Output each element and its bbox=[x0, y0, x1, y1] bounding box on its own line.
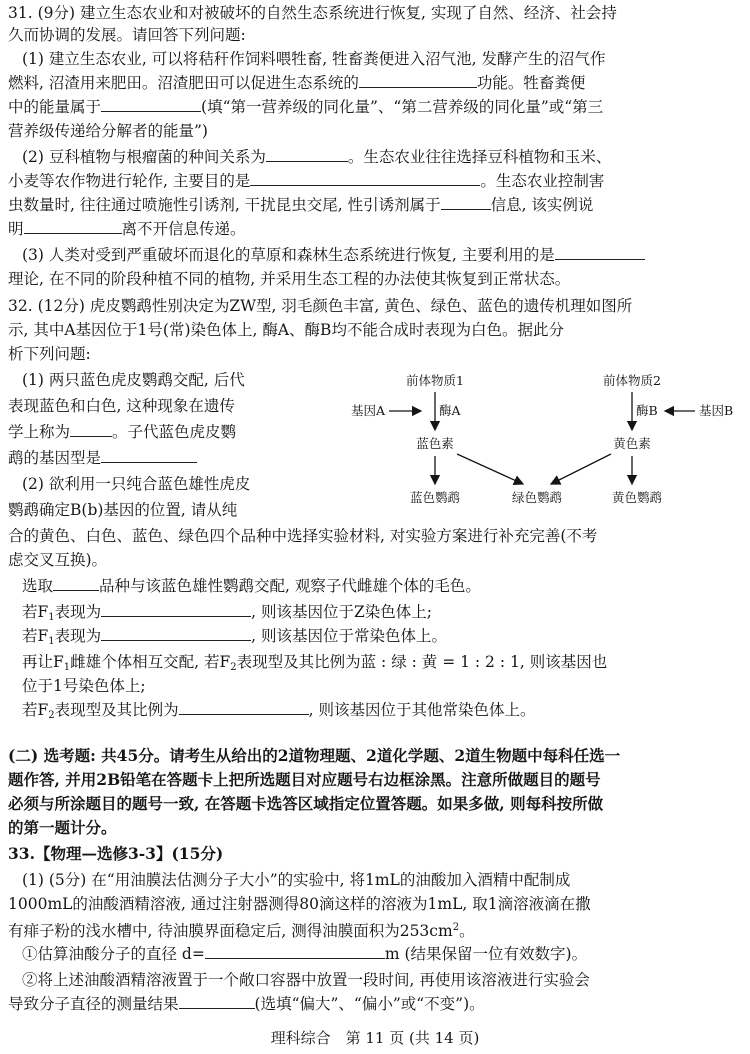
q32-left-1: (1) 两只蓝色虎皮鹦鹉交配, 后代 bbox=[22, 371, 245, 389]
q32-line-2: 示, 其中A基因位于1号(常)染色体上, 酶A、酶B均不能合成时表现为白色。据此分 bbox=[8, 321, 564, 339]
elective-line-2: 题作答, 并用2B铅笔在答题卡上把所选题目对应题号右边框涂黑。注意所做题目的题号 bbox=[8, 770, 601, 789]
answer-blank[interactable] bbox=[70, 420, 112, 437]
answer-blank[interactable] bbox=[101, 446, 197, 463]
q33-line-2: 1000mL的油酸酒精溶液, 通过注射器测得80滴这样的溶液为1mL, 取1滴溶液滴在撒 bbox=[8, 895, 591, 913]
q32-text: , 则该基因位于Z染色体上; bbox=[251, 603, 433, 621]
page-footer: 理科综合 第 11 页 (共 14 页) bbox=[270, 1029, 480, 1047]
q32-text: 鹉的基因型是 bbox=[8, 449, 102, 467]
enzyme-a-label: 酶A bbox=[439, 403, 461, 418]
answer-blank[interactable] bbox=[266, 145, 348, 162]
answer-blank[interactable] bbox=[101, 95, 201, 112]
q31-text: 明 bbox=[8, 220, 24, 238]
q31-text: 离不开信息传递。 bbox=[121, 220, 246, 238]
q33-line-3 bbox=[8, 916, 475, 943]
q31-line-10 bbox=[8, 217, 246, 241]
subscript: 1 bbox=[48, 636, 55, 647]
yellow-parrot-label: 黄色鹦鹉 bbox=[611, 490, 663, 505]
q32-line-16 bbox=[22, 698, 536, 728]
q32-text: 表现为 bbox=[54, 603, 102, 621]
subscript: 1 bbox=[48, 612, 55, 623]
q33-title: 33.【物理—选修3-3】(15分) bbox=[8, 844, 224, 863]
answer-blank[interactable] bbox=[441, 193, 491, 210]
blue-parrot-label: 蓝色鹦鹉 bbox=[409, 490, 461, 505]
pigment-pathway-diagram bbox=[345, 370, 745, 518]
q32-text: 再让F bbox=[22, 653, 64, 671]
elective-line-3: 必须与所涂题目的题号一致, 在答题卡选答区域指定位置答题。如果多做, 则每科按所做 bbox=[8, 794, 604, 813]
answer-blank[interactable] bbox=[359, 71, 477, 88]
arrow-blue-to-green-bird bbox=[457, 454, 523, 484]
q31-text: 。生态农业往往选择豆科植物和玉米、 bbox=[347, 148, 612, 166]
answer-blank[interactable] bbox=[250, 169, 480, 186]
arrow-yellow-to-green-bird bbox=[551, 454, 611, 484]
q32-line-3: 析下列问题: bbox=[8, 345, 91, 363]
q31-line-11 bbox=[22, 243, 645, 267]
answer-blank[interactable] bbox=[101, 624, 251, 641]
q31-text: 。生态农业控制害 bbox=[480, 172, 605, 190]
subscript: 2 bbox=[48, 710, 55, 721]
q32-line-9: 合的黄色、白色、蓝色、绿色四个品种中选择实验材料, 对实验方案进行补充完善(不考 bbox=[8, 527, 598, 545]
q31-line-4 bbox=[8, 71, 585, 95]
q33-text: m (结果保留一位有效数字)。 bbox=[384, 945, 588, 963]
q31-text: (2) 豆科植物与根瘤菌的种间关系为 bbox=[22, 148, 266, 166]
answer-blank[interactable] bbox=[205, 942, 385, 959]
q32-text: , 则该基因位于常染色体上。 bbox=[251, 627, 448, 645]
subscript: 2 bbox=[230, 662, 237, 673]
q32-text: 学上称为 bbox=[8, 423, 71, 441]
q32-left-5: (2) 欲利用一只纯合蓝色雄性虎皮 bbox=[22, 475, 251, 493]
q31-line-12: 理论, 在不同的阶段种植不同的植物, 并采用生态工程的办法使其恢复到正常状态。 bbox=[8, 270, 571, 288]
q31-text: 虫数量时, 往往通过喷施性引诱剂, 干扰昆虫交尾, 性引诱剂属于 bbox=[8, 196, 441, 214]
blue-pigment-label: 蓝色素 bbox=[416, 436, 454, 451]
q31-text: (填“第一营养级的同化量”、“第二营养级的同化量”或“第三 bbox=[201, 98, 604, 116]
answer-blank[interactable] bbox=[101, 600, 251, 617]
q32-line-1: 32. (12分) 虎皮鹦鹉性别决定为ZW型, 羽毛颜色丰富, 黄色、绿色、蓝色的遗传机理如图所 bbox=[8, 297, 633, 315]
q32-text: 品种与该蓝色雄性鹦鹉交配, 观察子代雌雄个体的毛色。 bbox=[99, 577, 481, 595]
q31-text: 中的能量属于 bbox=[8, 98, 102, 116]
green-parrot-label: 绿色鹦鹉 bbox=[511, 490, 563, 505]
superscript: 2 bbox=[452, 922, 460, 933]
q31-line-5 bbox=[8, 95, 603, 119]
answer-blank[interactable] bbox=[53, 574, 99, 591]
q32-text: 表现型及其比例为蓝 : 绿 : 黄 = 1 : 2 : 1, 则该基因也 bbox=[236, 653, 608, 671]
q31-text: 小麦等农作物进行轮作, 主要目的是 bbox=[8, 172, 251, 190]
q33-line-5: ②将上述油酸酒精溶液置于一个敞口容器中放置一段时间, 再使用该溶液进行实验会 bbox=[22, 971, 590, 989]
q32-line-10: 虑交叉互换)。 bbox=[8, 551, 108, 569]
q32-text: 表现为 bbox=[54, 627, 102, 645]
q32-left-2: 表现蓝色和白色, 这种现象在遗传 bbox=[8, 397, 235, 415]
q33-line-6 bbox=[8, 992, 485, 1016]
precursor-2-label: 前体物质2 bbox=[603, 373, 661, 388]
gene-a-label: 基因A bbox=[351, 403, 386, 418]
q31-line-3: (1) 建立生态农业, 可以将秸秆作饲料喂牲畜, 牲畜粪便进入沼气池, 发酵产生的沼气作 bbox=[22, 50, 606, 68]
q32-left-3 bbox=[8, 420, 236, 444]
yellow-pigment-label: 黄色素 bbox=[613, 436, 651, 451]
elective-line-1: (二) 选考题: 共45分。请考生从给出的2道物理题、2道化学题、2道生物题中每科任选一 bbox=[8, 746, 621, 765]
q32-text: 。子代蓝色虎皮鹦 bbox=[112, 423, 237, 441]
q32-text: 若F bbox=[22, 701, 49, 719]
q32-line-11 bbox=[22, 574, 481, 598]
precursor-1-label: 前体物质1 bbox=[406, 373, 464, 388]
q31-line-9 bbox=[8, 193, 593, 217]
q32-text: 雌雄个体相互交配, 若F bbox=[70, 653, 231, 671]
q32-text: , 则该基因位于其他常染色体上。 bbox=[308, 701, 536, 719]
elective-line-4: 的第一题计分。 bbox=[8, 818, 117, 837]
q33-text: 有痱子粉的浅水槽中, 待油膜界面稳定后, 测得油膜面积为253cm bbox=[8, 922, 453, 940]
q31-text: 信息, 该实例说 bbox=[490, 196, 594, 214]
q32-text: 若F bbox=[22, 627, 49, 645]
q31-line-8 bbox=[8, 169, 604, 193]
q31-line-7 bbox=[22, 145, 611, 169]
q31-text: (3) 人类对受到严重破坏而退化的草原和森林生态系统进行恢复, 主要利用的是 bbox=[22, 246, 555, 264]
q32-text: 选取 bbox=[22, 577, 54, 595]
gene-b-label: 基因B bbox=[699, 403, 734, 418]
q33-line-4 bbox=[22, 942, 587, 966]
q31-text: 燃料, 沼渣用来肥田。沼渣肥田可以促进生态系统的 bbox=[8, 74, 359, 92]
q32-text: 表现型及其比例为 bbox=[54, 701, 179, 719]
enzyme-b-label: 酶B bbox=[636, 403, 658, 418]
q33-text: 导致分子直径的测量结果 bbox=[8, 995, 179, 1013]
q32-text: 若F bbox=[22, 603, 49, 621]
q31-line-1: 31. (9分) 建立生态农业和对被破坏的自然生态系统进行恢复, 实现了自然、经济、社会持 bbox=[8, 4, 617, 22]
answer-blank[interactable] bbox=[555, 243, 645, 260]
answer-blank[interactable] bbox=[24, 217, 122, 234]
answer-blank[interactable] bbox=[179, 992, 255, 1009]
q33-text: (选填“偏大”、“偏小”或“不变”)。 bbox=[254, 995, 485, 1013]
q32-left-6: 鹦鹉确定B(b)基因的位置, 请从纯 bbox=[8, 501, 238, 519]
q33-text: ①估算油酸分子的直径 d= bbox=[22, 945, 205, 963]
q32-line-15: 位于1号染色体上; bbox=[22, 677, 146, 695]
answer-blank[interactable] bbox=[179, 698, 309, 715]
subscript: 1 bbox=[63, 662, 71, 673]
q32-left-4 bbox=[8, 446, 197, 470]
q31-line-6: 营养级传递给分解者的能量”) bbox=[8, 122, 208, 140]
q33-text: 。 bbox=[459, 922, 475, 940]
q31-text: 功能。牲畜粪便 bbox=[476, 74, 586, 92]
q31-line-2: 久而协调的发展。请回答下列问题: bbox=[8, 26, 246, 44]
q33-line-1: (1) (5分) 在“用油膜法估测分子大小”的实验中, 将1mL的油酸加入酒精中配制成 bbox=[22, 871, 571, 889]
